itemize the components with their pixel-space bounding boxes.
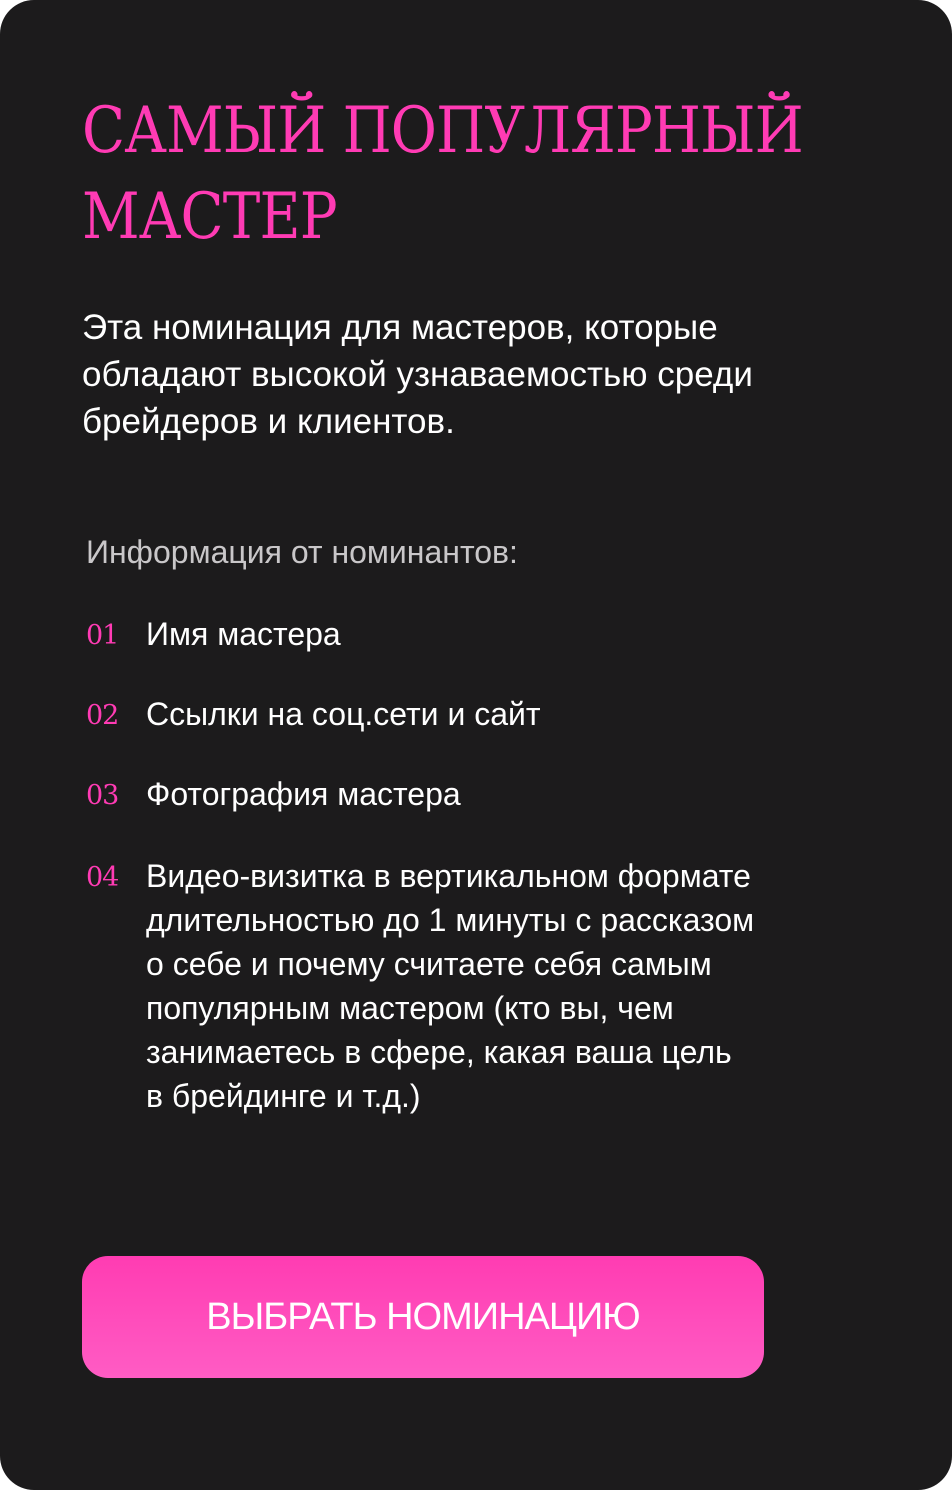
title-line: САМЫЙ ПОПУЛЯРНЫЙ — [82, 94, 803, 168]
item-number: 02 — [86, 700, 119, 731]
item-text-line: Видео-визитка в вертикальном формате — [146, 858, 751, 894]
item-text — [146, 692, 866, 736]
item-text-line: длительностью до 1 минуты с рассказом — [146, 902, 755, 938]
description-line: Эта номинация для мастеров, которые — [82, 308, 718, 347]
item-text-line: Ссылки на соц.сети и сайт — [146, 696, 541, 732]
info-heading: Информация от номинантов: — [86, 534, 518, 570]
item-text — [146, 772, 866, 816]
item-text-line: Фотография мастера — [146, 776, 461, 812]
nomination-description — [82, 304, 882, 445]
nomination-title — [82, 88, 821, 260]
item-text-line: популярным мастером (кто вы, чем — [146, 990, 674, 1026]
item-text-line: занимаетесь в сфере, какая ваша цель — [146, 1034, 732, 1070]
item-text — [146, 612, 866, 656]
item-text — [146, 854, 866, 1118]
item-text-line: Имя мастера — [146, 616, 341, 652]
description-line: брейдеров и клиентов. — [82, 402, 455, 441]
choose-nomination-button[interactable]: ВЫБРАТЬ НОМИНАЦИЮ — [82, 1256, 764, 1378]
item-number: 01 — [86, 620, 119, 651]
description-line: обладают высокой узнаваемостью среди — [82, 355, 753, 394]
item-text-line: в брейдинге и т.д.) — [146, 1078, 421, 1114]
title-line: МАСТЕР — [82, 180, 337, 254]
item-number: 03 — [86, 780, 119, 811]
item-text-line: о себе и почему считаете себя самым — [146, 946, 712, 982]
item-number: 04 — [86, 862, 119, 893]
